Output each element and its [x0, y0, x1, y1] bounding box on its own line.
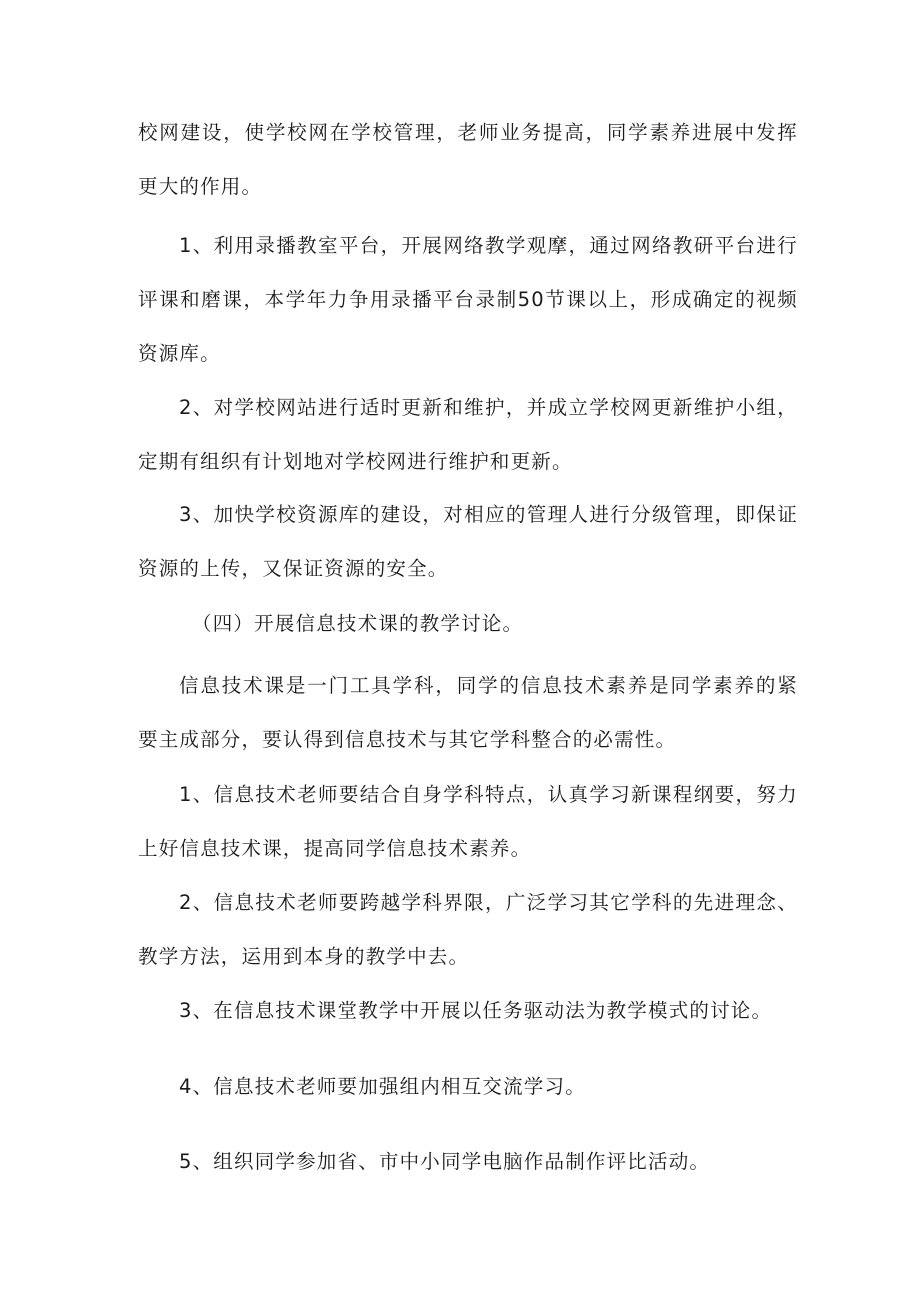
paragraph-it-item-3: 3、在信息技术课堂教学中开展以任务驱动法为教学模式的讨论。 — [179, 999, 773, 1022]
paragraph-item-2-website: 2、对学校网站进行适时更新和维护，并成立学校网更新维护小组，定期有组织有计划地对学校网进行维护和更新。 — [138, 396, 798, 473]
paragraph-item-3-resources: 3、加快学校资源库的建设，对相应的管理人进行分级管理，即保证资源的上传，又保证资源的安全。 — [138, 503, 798, 580]
paragraph-it-course-intro: 信息技术课是一门工具学科，同学的信息技术素养是同学素养的紧要主成部分，要认得到信息技术与其它学科整合的必需性。 — [138, 674, 798, 751]
paragraph-it-item-4: 4、信息技术老师要加强组内相互交流学习。 — [179, 1075, 586, 1098]
section-heading-4: （四）开展信息技术课的教学讨论。 — [192, 612, 524, 635]
paragraph-it-item-1: 1、信息技术老师要结合自身学科特点，认真学习新课程纲要，努力上好信息技术课，提高同学信息技术素养。 — [138, 783, 798, 860]
paragraph-it-item-2: 2、信息技术老师要跨越学科界限，广泛学习其它学科的先进理念、教学方法，运用到本身的教学中去。 — [138, 891, 798, 968]
paragraph-campus-network: 校网建设，使学校网在学校管理，老师业务提高，同学素养进展中发挥更大的作用。 — [138, 121, 798, 198]
paragraph-it-item-5: 5、组织同学参加省、市中小同学电脑作品制作评比活动。 — [179, 1150, 711, 1173]
paragraph-item-1-recording: 1、利用录播教室平台，开展网络教学观摩，通过网络教研平台进行评课和磨课，本学年力争用录播平台录制50节课以上，形成确定的视频资源库。 — [138, 234, 798, 365]
